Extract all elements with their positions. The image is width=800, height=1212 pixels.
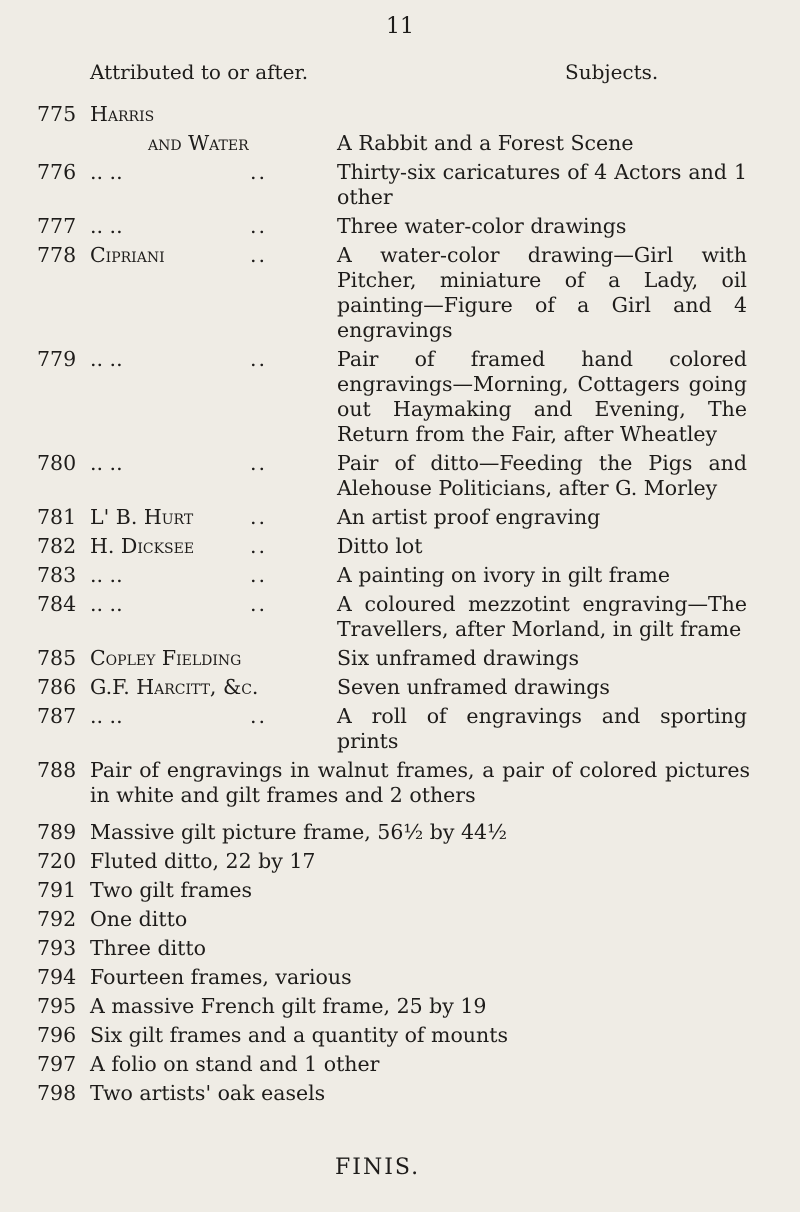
leader-dots: .. [250,563,268,587]
leader-dots: .. [250,704,268,728]
catalogue-entry [0,243,800,343]
lot-subject: Pair of engravings in walnut frames, a pair of colored pictures in white and gilt frames and 2 others [90,758,750,807]
lot-subject: Two artists' oak easels [90,1081,326,1105]
catalogue-entry [0,505,800,530]
leader-dots: .. [250,347,268,371]
lot-subject: A coloured mezzotint engraving—The Travellers, after Morland, in gilt frame [337,592,747,641]
catalogue-entry [0,907,800,932]
lot-number: 776 [37,160,77,184]
lot-number: 782 [37,534,77,558]
lot-number: 796 [37,1023,77,1047]
lot-number: 794 [37,965,77,989]
lot-number: 793 [37,936,77,960]
lot-subject: Seven unframed drawings [337,675,610,699]
catalogue-list [0,102,800,1110]
artist-name: .. .. [90,563,123,587]
artist-name: .. .. [90,592,123,616]
lot-subject: Pair of ditto—Feeding the Pigs and Alehouse Politicians, after G. Morley [337,451,747,500]
artist-name: H. Dicksee [90,534,195,558]
artist-name: G.F. Harcitt, &c. [90,675,259,699]
artist-name: .. .. [90,704,123,728]
catalogue-entry [0,131,800,156]
lot-subject: Six unframed drawings [337,646,579,670]
lot-subject: Three ditto [90,936,206,960]
catalogue-entry [0,347,800,447]
leader-dots: .. [250,534,268,558]
catalogue-entry [0,563,800,588]
lot-subject: Six gilt frames and a quantity of mounts [90,1023,508,1047]
catalogue-entry [0,675,800,700]
column-heading-attributed: Attributed to or after. [90,60,309,84]
artist-name: .. .. [90,214,123,238]
lot-subject: A painting on ivory in gilt frame [337,563,670,587]
artist-name: and Water [148,131,249,155]
lot-subject: A folio on stand and 1 other [90,1052,380,1076]
lot-subject: A roll of engravings and sporting prints [337,704,747,753]
catalogue-entry [0,1052,800,1077]
lot-number: 781 [37,505,77,529]
catalogue-entry [0,592,800,642]
leader-dots: .. [250,214,268,238]
column-heading-subjects: Subjects. [565,60,659,84]
catalogue-entry [0,965,800,990]
catalogue-entry [0,878,800,903]
page-number: 11 [386,14,414,39]
lot-number: 786 [37,675,77,699]
lot-subject [337,102,747,127]
lot-subject: Fluted ditto, 22 by 17 [90,849,316,873]
lot-number: 777 [37,214,77,238]
artist-name: .. .. [90,451,123,475]
lot-number: 792 [37,907,77,931]
leader-dots: .. [250,505,268,529]
catalogue-entry [0,646,800,671]
lot-number: 791 [37,878,77,902]
leader-dots: .. [250,160,268,184]
lot-number: 720 [37,849,77,873]
lot-number: 795 [37,994,77,1018]
lot-subject: Three water-color drawings [337,214,627,238]
catalogue-entry [0,758,800,808]
catalogue-entry [0,820,800,845]
lot-subject: One ditto [90,907,188,931]
catalogue-entry [0,704,800,754]
catalogue-entry [0,849,800,874]
lot-subject: A massive French gilt frame, 25 by 19 [90,994,487,1018]
lot-subject: A water-color drawing—Girl with Pitcher, miniature of a Lady, oil painting—Figure of a Girl and 4 engravings [337,243,747,342]
catalogue-entry [0,451,800,501]
lot-number: 783 [37,563,77,587]
artist-name: Harris [90,102,155,126]
artist-name: L' B. Hurt [90,505,194,529]
catalogue-entry [0,214,800,239]
lot-number: 798 [37,1081,77,1105]
lot-subject: Massive gilt picture frame, 56½ by 44½ [90,820,507,844]
catalogue-entry [0,160,800,210]
leader-dots: .. [250,592,268,616]
catalogue-entry [0,936,800,961]
catalogue-entry [0,102,800,127]
catalogue-entry [0,994,800,1019]
artist-name: Cipriani [90,243,165,267]
lot-number: 779 [37,347,77,371]
lot-subject: Fourteen frames, various [90,965,352,989]
catalogue-entry [0,1081,800,1106]
lot-subject: An artist proof engraving [337,505,601,529]
lot-subject: Ditto lot [337,534,423,558]
catalogue-entry [0,534,800,559]
lot-number: 785 [37,646,77,670]
lot-number: 789 [37,820,77,844]
lot-subject: Pair of framed hand colored engravings—Morning, Cottagers going out Haymaking and Evening, The Return from the Fair, after Wheatley [337,347,747,446]
artist-name: .. .. [90,160,123,184]
leader-dots: .. [250,451,268,475]
lot-subject: Thirty-six caricatures of 4 Actors and 1 other [337,160,747,209]
lot-number: 778 [37,243,77,267]
lot-number: 780 [37,451,77,475]
lot-number: 784 [37,592,77,616]
lot-number: 797 [37,1052,77,1076]
lot-subject: Two gilt frames [90,878,253,902]
leader-dots: .. [250,243,268,267]
finis-text: FINIS. [335,1155,421,1180]
lot-number: 788 [37,758,77,782]
lot-number: 787 [37,704,77,728]
artist-name: Copley Fielding [90,646,242,670]
lot-subject: A Rabbit and a Forest Scene [337,131,634,155]
lot-number: 775 [37,102,77,126]
artist-name: .. .. [90,347,123,371]
catalogue-entry [0,1023,800,1048]
